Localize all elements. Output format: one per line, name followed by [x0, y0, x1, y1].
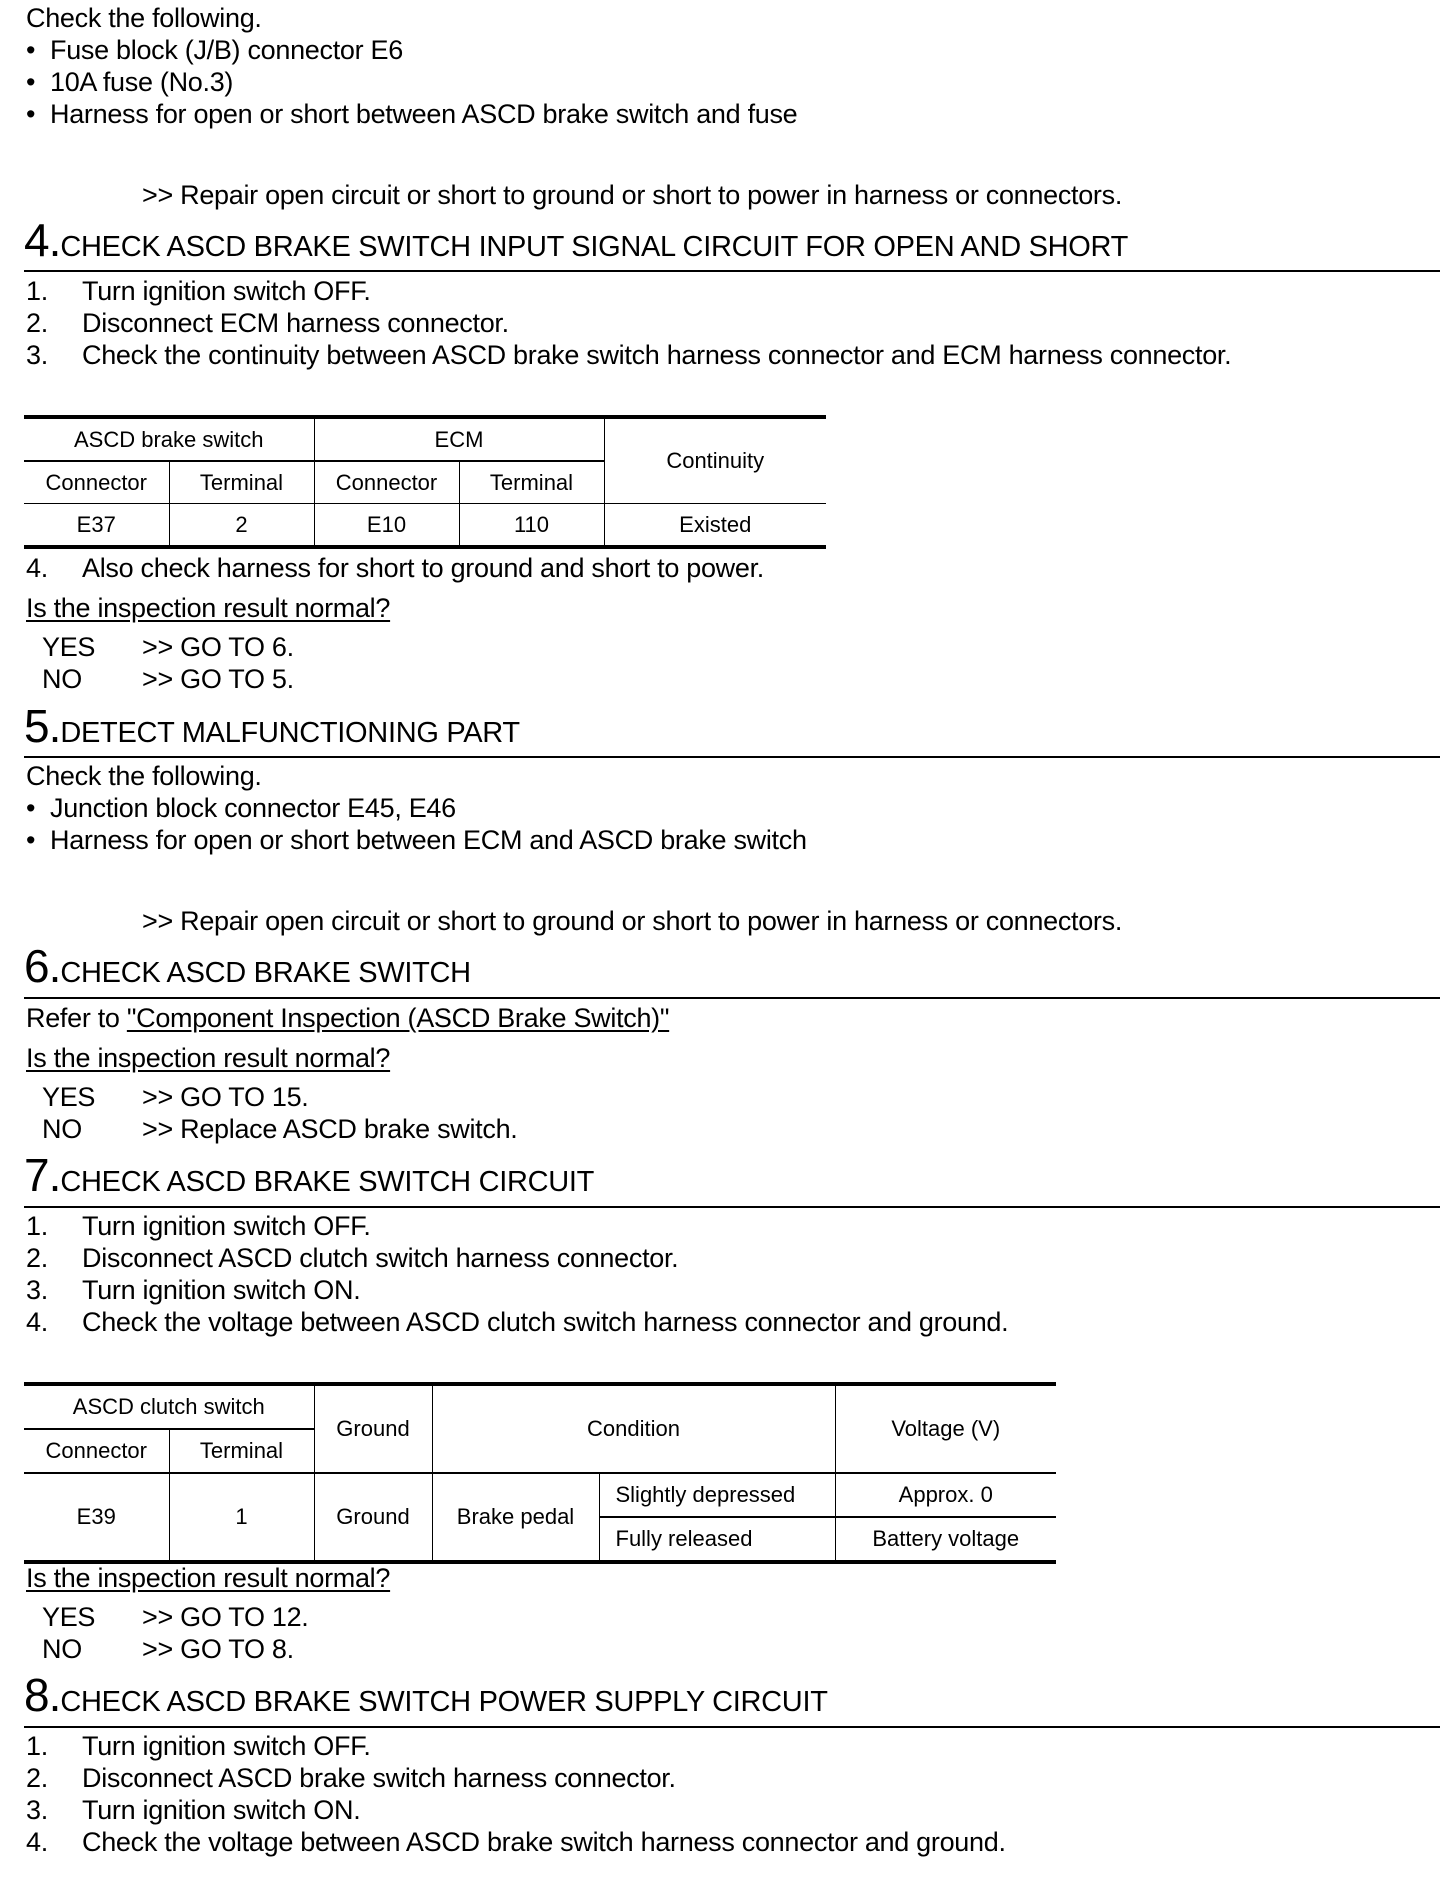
instruction-text: Check the voltage between ASCD clutch switch harness connector and ground. — [82, 1307, 1009, 1337]
cell-terminal: 2 — [169, 504, 314, 548]
instruction-item — [26, 1730, 371, 1762]
instruction-item — [26, 1210, 371, 1242]
instruction-number: 4. — [26, 553, 48, 583]
inspection-question: Is the inspection result normal? — [26, 1043, 391, 1073]
repair-action: >> Repair open circuit or short to ground or short to power in harness or connectors. — [142, 906, 1123, 936]
repair-action: >> Repair open circuit or short to ground or short to power in harness or connectors. — [142, 180, 1123, 210]
instruction-text: Disconnect ASCD clutch switch harness connector. — [82, 1243, 679, 1273]
instruction-number: 3. — [26, 1795, 48, 1825]
no-action: >> GO TO 8. — [142, 1634, 294, 1664]
bullet-item — [26, 792, 456, 824]
step-8-heading — [24, 1669, 828, 1722]
instruction-text: Turn ignition switch OFF. — [82, 1731, 371, 1761]
no-label: NO — [42, 664, 82, 694]
continuity-table — [24, 415, 826, 549]
instruction-text: Disconnect ECM harness connector. — [82, 308, 509, 338]
header-condition: Condition — [432, 1384, 835, 1473]
table-row — [24, 504, 826, 548]
no-branch — [26, 1113, 517, 1145]
instruction-number: 3. — [26, 340, 48, 370]
step-6-heading — [24, 940, 471, 993]
component-inspection-link[interactable]: "Component Inspection (ASCD Brake Switch)" — [126, 1003, 670, 1033]
check-following-intro: Check the following. — [26, 3, 262, 33]
cell-connector: E39 — [24, 1473, 169, 1562]
header-ascd-brake-switch: ASCD brake switch — [73, 426, 264, 452]
bullet-text: Junction block connector E45, E46 — [50, 793, 456, 823]
step-number: 4. — [24, 214, 61, 266]
subheader-terminal: Terminal — [169, 461, 314, 504]
section-divider — [24, 997, 1440, 999]
no-branch — [26, 1633, 294, 1665]
no-label: NO — [42, 1114, 82, 1144]
section-divider — [24, 270, 1440, 272]
cell-ground: Ground — [314, 1473, 432, 1562]
step-number: 5. — [24, 700, 61, 752]
bullet-item — [26, 66, 233, 98]
instruction-number: 1. — [26, 276, 48, 306]
instruction-item — [26, 275, 371, 307]
instruction-number: 2. — [26, 1763, 48, 1793]
instruction-text: Check the voltage between ASCD brake switch harness connector and ground. — [82, 1827, 1006, 1857]
no-branch — [26, 663, 294, 695]
yes-branch — [26, 631, 294, 663]
header-voltage: Voltage (V) — [835, 1384, 1056, 1473]
subheader-connector: Connector — [24, 1429, 169, 1473]
instruction-text: Turn ignition switch ON. — [82, 1795, 361, 1825]
subheader-connector: Connector — [314, 461, 459, 504]
yes-action: >> GO TO 15. — [142, 1082, 309, 1112]
no-action: >> GO TO 5. — [142, 664, 294, 694]
step-title: DETECT MALFUNCTIONING PART — [60, 717, 520, 749]
step-number: 8. — [24, 1669, 61, 1721]
yes-branch — [26, 1081, 309, 1113]
cell-continuity: Existed — [604, 504, 826, 548]
refer-prefix: Refer to — [26, 1003, 127, 1033]
section-divider — [24, 756, 1440, 758]
instruction-number: 4. — [26, 1307, 48, 1337]
yes-label: YES — [42, 1082, 96, 1112]
yes-label: YES — [42, 632, 96, 662]
cell-terminal: 110 — [459, 504, 604, 548]
instruction-item — [26, 1826, 1006, 1858]
instruction-item — [26, 1762, 676, 1794]
instruction-text: Turn ignition switch ON. — [82, 1275, 361, 1305]
step-number: 6. — [24, 940, 61, 992]
instruction-text: Turn ignition switch OFF. — [82, 276, 371, 306]
step-title: CHECK ASCD BRAKE SWITCH POWER SUPPLY CIRCUIT — [60, 1686, 828, 1718]
step-number: 7. — [24, 1149, 61, 1201]
check-following-intro: Check the following. — [26, 761, 262, 791]
cell-connector: E37 — [24, 504, 169, 548]
instruction-text: Also check harness for short to ground and short to power. — [82, 553, 764, 583]
step-title: CHECK ASCD BRAKE SWITCH CIRCUIT — [60, 1166, 595, 1198]
header-ecm: ECM — [314, 417, 604, 461]
instruction-item — [26, 1274, 360, 1306]
yes-action: >> GO TO 12. — [142, 1602, 309, 1632]
bullet-text: Fuse block (J/B) connector E6 — [50, 35, 403, 65]
bullet-text: Harness for open or short between ECM and ASCD brake switch — [50, 825, 807, 855]
cell-condition-state: Slightly depressed — [599, 1473, 835, 1517]
instruction-number: 4. — [26, 1827, 48, 1857]
instruction-number: 2. — [26, 308, 48, 338]
inspection-question: Is the inspection result normal? — [26, 593, 391, 623]
voltage-table — [24, 1382, 1056, 1564]
cell-terminal: 1 — [169, 1473, 314, 1562]
step-5-heading — [24, 700, 520, 753]
cell-condition-state: Fully released — [599, 1517, 835, 1562]
step-title: CHECK ASCD BRAKE SWITCH — [60, 957, 471, 989]
instruction-number: 1. — [26, 1731, 48, 1761]
instruction-text: Check the continuity between ASCD brake switch harness connector and ECM harness connector. — [82, 340, 1232, 370]
inspection-question: Is the inspection result normal? — [26, 1563, 391, 1593]
subheader-terminal: Terminal — [169, 1429, 314, 1473]
subheader-terminal: Terminal — [459, 461, 604, 504]
instruction-number: 2. — [26, 1243, 48, 1273]
bullet-item — [26, 34, 403, 66]
instruction-text: Turn ignition switch OFF. — [82, 1211, 371, 1241]
section-divider — [24, 1206, 1440, 1208]
instruction-number: 1. — [26, 1211, 48, 1241]
instruction-item — [26, 1794, 360, 1826]
step-4-heading — [24, 214, 1129, 267]
header-ground: Ground — [314, 1384, 432, 1473]
refer-line — [26, 1002, 669, 1034]
yes-action: >> GO TO 6. — [142, 632, 294, 662]
instruction-item — [26, 339, 1231, 371]
step-7-heading — [24, 1149, 595, 1202]
cell-voltage: Battery voltage — [835, 1517, 1056, 1562]
yes-label: YES — [42, 1602, 96, 1632]
cell-voltage: Approx. 0 — [835, 1473, 1056, 1517]
no-label: NO — [42, 1634, 82, 1664]
header-ascd-clutch-switch: ASCD clutch switch — [72, 1394, 265, 1419]
yes-branch — [26, 1601, 309, 1633]
header-continuity: Continuity — [604, 417, 826, 504]
instruction-item — [26, 1242, 678, 1274]
instruction-item — [26, 552, 764, 584]
instruction-text: Disconnect ASCD brake switch harness connector. — [82, 1763, 676, 1793]
bullet-item — [26, 98, 797, 130]
instruction-item — [26, 1306, 1008, 1338]
subheader-connector: Connector — [24, 461, 169, 504]
bullet-item — [26, 824, 807, 856]
no-action: >> Replace ASCD brake switch. — [142, 1114, 518, 1144]
instruction-number: 3. — [26, 1275, 48, 1305]
bullet-text: 10A fuse (No.3) — [50, 67, 234, 97]
cell-condition-item: Brake pedal — [432, 1473, 599, 1562]
cell-connector: E10 — [314, 504, 459, 548]
bullet-text: Harness for open or short between ASCD brake switch and fuse — [50, 99, 798, 129]
instruction-item — [26, 307, 509, 339]
step-title: CHECK ASCD BRAKE SWITCH INPUT SIGNAL CIRCUIT FOR OPEN AND SHORT — [60, 231, 1129, 263]
section-divider — [24, 1726, 1440, 1728]
table-row — [24, 1473, 1056, 1517]
